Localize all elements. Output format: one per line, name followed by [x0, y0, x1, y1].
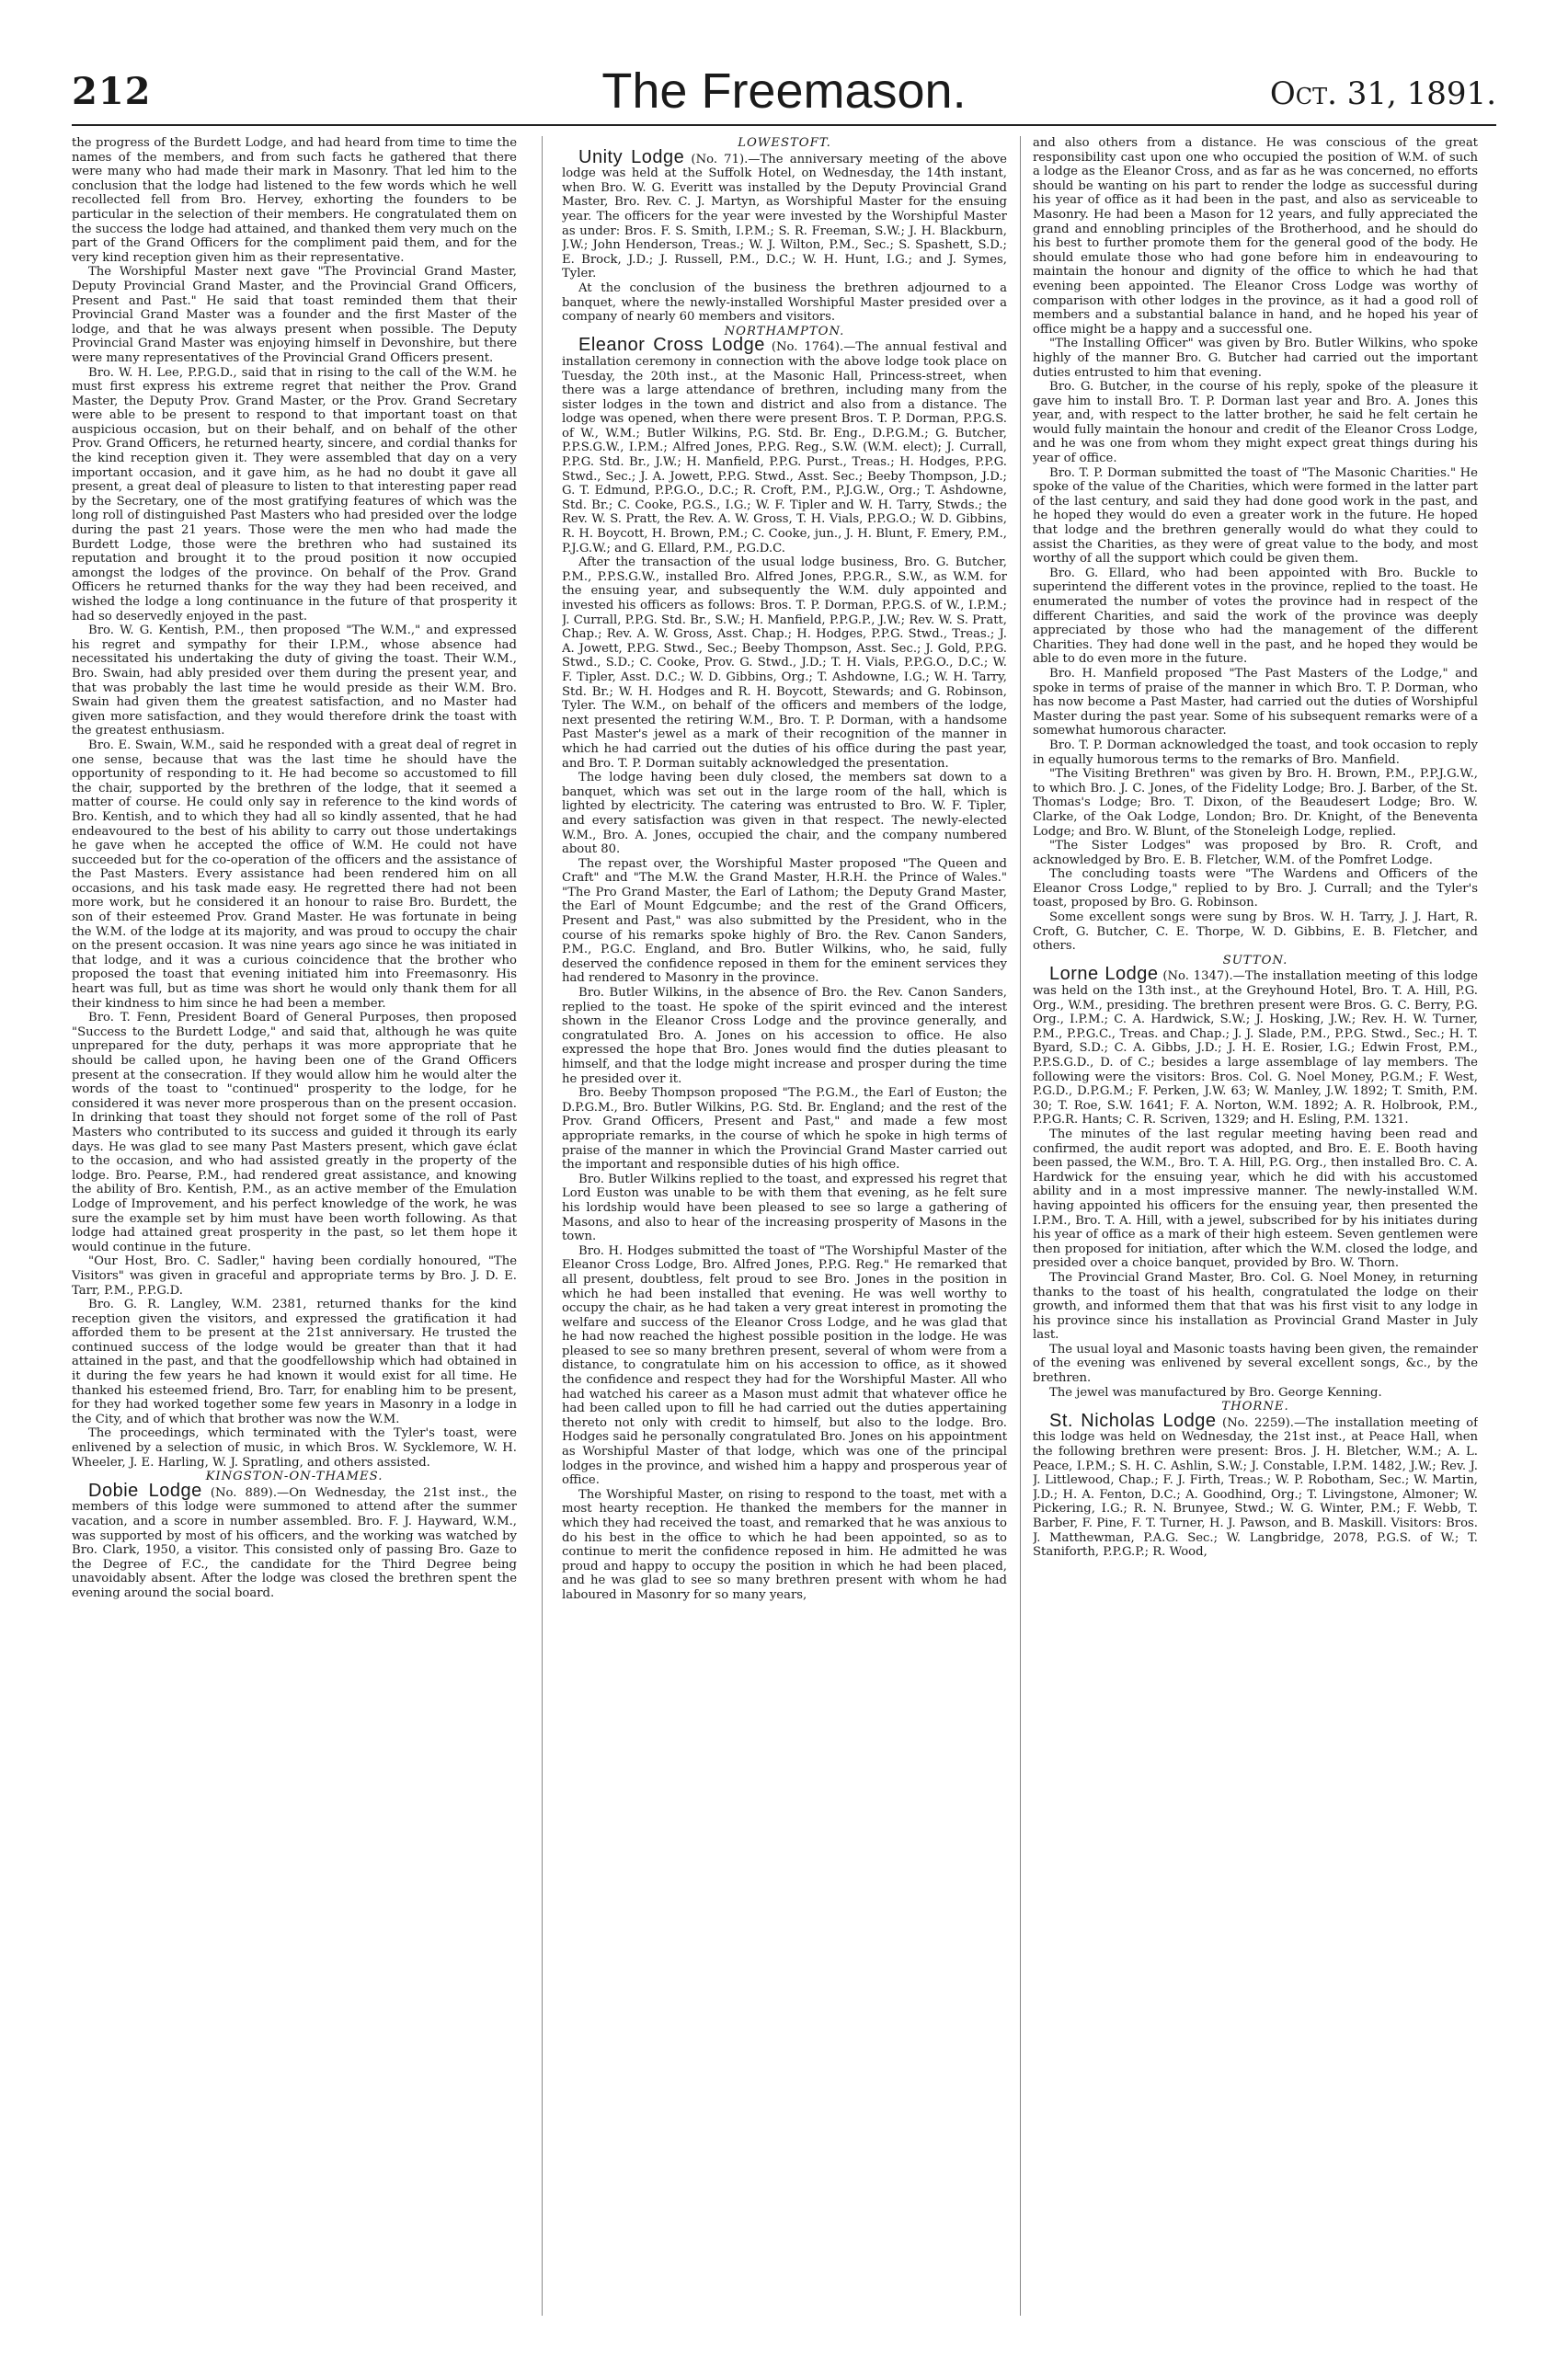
lodge-name: Lorne Lodge — [1049, 964, 1159, 985]
paragraph: the progress of the Burdett Lodge, and had heard from time to time the names of the members, and from such facts he gathered that there were many who had made their mark in Masonry. That led him to the conclusion that the lodge had listened to the few words which he well recollected fell from Bro. Hervey, exhorting the founders to be particular in the selection of their members. He congratulated them on the success the lodge had attained, and thanked them very much on the part of the Grand Officers for the compliment paid them, and for the very kind reception given him as their representative. — [72, 136, 517, 265]
paragraph: "The Visiting Brethren" was given by Bro. H. Brown, P.M., P.P.J.G.W., to which Bro. J. C. Jones, of the Fidelity Lodge; Bro. J. Barber, of the St. Thomas's Lodge; Bro. T. Dixon, of the Beaudesert Lodge; Bro. W. Clarke, of the Oak Lodge, London; Bro. Dr. Knight, of the Beneventa Lodge; and Bro. W. Blunt, of the Stoneleigh Lodge, replied. — [1033, 767, 1478, 839]
lodge-report — [1033, 1410, 1478, 1560]
paragraph: The concluding toasts were "The Wardens and Officers of the Eleanor Cross Lodge," replied to by Bro. J. Currall; and the Tyler's toast, proposed by Bro. G. Robinson. — [1033, 867, 1478, 910]
place-heading: NORTHAMPTON. — [724, 324, 845, 338]
masthead — [72, 64, 1496, 121]
column-divider — [1020, 136, 1021, 2316]
report-text: (No. 1764).—The annual festival and installation ceremony in connection with the above lodge took place on Tuesday, the 20th inst., at the Masonic Hall, Princess-street, when there was a large attendance of brethren, including many from the sister lodges in the town and district and also from a distance. The lodge was opened, when there were present Bros. T. P. Dorman, P.P.G.S. of W., W.M.; Butler Wilkins, P.G. Std. Br. Eng., D.P.G.M.; G. Butcher, P.P.S.G.W., I.P.M.; Alfred Jones, P.P.G. Reg., S.W. (W.M. elect); J. Currall, P.P.G. Std. Br., J.W.; H. Manfield, P.P.G. Purst., Treas.; H. Hodges, P.P.G. Stwd., Sec.; J. A. Jowett, P.P.G. Stwd., Asst. Sec.; Beeby Thompson, J.D.; G. T. Edmund, P.P.G.O., D.C.; R. Croft, P.M., P.J.G.W., Org.; T. Ashdowne, Std. Br.; C. Cooke, P.G.S., I.G.; W. F. Tipler and W. H. Tarry, Stwds.; the Rev. W. S. Pratt, the Rev. A. W. Gross, T. H. Vials, P.P.G.O.; W. D. Gibbins, R. H. Boycott, H. Brown, P.M.; C. Cooke, jun., J. H. Blunt, F. Emery, P.M., P.J.G.W.; and G. Ellard, P.M., P.G.D.C. — [562, 340, 1007, 555]
lodge-report — [1033, 964, 1478, 1127]
report-text: (No. 2259).—The installation meeting of this lodge was held on Wednesday, the 21st inst., at Peace Hall, when the following brethren were present: Bros. J. H. Bletcher, W.M.; A. L. Peace, I.P.M.; S. H. C. Ashlin, S.W.; J. Constable, I.P.M. 1482, J.W.; Rev. J. J. Littlewood, Chap.; F. J. Firth, Treas.; W. P. Robotham, Sec.; W. Martin, J.D.; H. A. Fenton, D.C.; A. Goodhind, Org.; T. Livingstone, Almoner; W. Pickering, I.G.; R. N. Brunyee, Stwd.; W. G. Winter, P.M.; F. Webb, T. Barber, F. Pine, F. T. Turner, H. J. Pawson, and B. Maskill. Visitors: Bros. J. Matthewman, P.A.G. Sec.; W. Langbridge, 2078, P.G.S. of W.; T. Staniforth, P.P.G.P.; R. Wood, — [1033, 1415, 1478, 1560]
lodge-name: St. Nicholas Lodge — [1049, 1410, 1217, 1431]
lodge-report — [562, 335, 1007, 555]
report-text: (No. 71).—The anniversary meeting of the above lodge was held at the Suffolk Hotel, on Wednesday, the 14th instant, when Bro. W. G. Everitt was installed by the Deputy Provincial Grand Master, Bro. Rev. C. J. Martyn, as Worshipful Master for the ensuing year. The officers for the year were invested by the Worshipful Master as under: Bros. F. S. Smith, I.P.M.; S. R. Freeman, S.W.; J. H. Blackburn, J.W.; John Henderson, Treas.; W. J. Wilton, P.M., Sec.; S. Spashett, S.D.; E. Brock, J.D.; J. Russell, P.M., D.C.; W. H. Hunt, I.G.; and J. Symes, Tyler. — [562, 152, 1007, 281]
lodge-name: Unity Lodge — [578, 146, 685, 167]
paragraph: The minutes of the last regular meeting having been read and confirmed, the audit report was adopted, and Bro. E. E. Booth having been passed, the W.M., Bro. T. A. Hill, P.G. Org., then installed Bro. C. A. Hardwick for the ensuing year, which he did with his accustomed ability and in a most impressive manner. The newly-installed W.M. having appointed his officers for the ensuing year, then presented the I.P.M., Bro. T. A. Hill, with a jewel, subscribed for by his initiates during his year of office as a mark of their high esteem. Seven gentlemen were then proposed for initiation, after which the W.M. closed the lodge, and presided over a choice banquet, provided by Bro. W. Thorn. — [1033, 1127, 1478, 1271]
paragraph: Some excellent songs were sung by Bros. W. H. Tarry, J. J. Hart, R. Croft, G. Butcher, C. E. Thorpe, W. D. Gibbins, E. B. Fletcher, and others. — [1033, 910, 1478, 954]
place-heading: THORNE. — [1221, 1400, 1289, 1414]
lodge-report — [562, 146, 1007, 281]
paragraph: Bro. H. Manfield proposed "The Past Masters of the Lodge," and spoke in terms of praise of the manner in which Bro. T. P. Dorman, who has now become a Past Master, had carried out the duties of Worshipful Master during the past year. Some of his subsequent remarks were of a somewhat humorous character. — [1033, 666, 1478, 738]
newspaper-title: The Freemason. — [601, 63, 967, 119]
paragraph: Bro. E. Swain, W.M., said he responded with a great deal of regret in one sense, because that was the last time he should have the opportunity of responding to it. He had become so accustomed to fill the chair, supported by the brethren of the lodge, that it seemed a matter of course. He could only say in reference to the kind words of Bro. Kentish, and to which they had all so kindly assented, that he had endeavoured to the best of his ability to carry out those undertakings he gave when he accepted the office of W.M. He could not have succeeded but for the co-operation of the officers and the assistance of the Past Masters. Every assistance had been rendered him on all occasions, and his task made easy. He regretted there had not been more work, but he considered it an honour to raise Bro. Burdett, the son of their esteemed Prov. Grand Master. He was fortunate in being the W.M. of the lodge at its majority, and was proud to occupy the chair on the present occasion. It was nine years ago since he was initiated in that lodge, and it was a curious coincidence that the brother who proposed the toast that evening initiated him into Freemasonry. His heart was full, but as time was short he would only thank them for all their kindness to him since he had been a member. — [72, 738, 517, 1011]
paragraph: After the transaction of the usual lodge business, Bro. G. Butcher, P.M., P.P.S.G.W., installed Bro. Alfred Jones, P.P.G.R., S.W., as W.M. for the ensuing year, and subsequently the W.M. duly appointed and invested his officers as follows: Bros. T. P. Dorman, P.P.G.S. of W., I.P.M.; J. Currall, P.P.G. Std. Br., S.W.; H. Manfield, P.P.G.P., J.W.; Rev. W. S. Pratt, Chap.; Rev. A. W. Gross, Asst. Chap.; H. Hodges, P.P.G. Stwd., Treas.; J. A. Jowett, P.P.G. Stwd., Sec.; Beeby Thompson, Asst. Sec.; J. Gold, P.P.G. Stwd., S.D.; C. Cooke, Prov. G. Stwd., J.D.; T. H. Vials, P.P.G.O., D.C.; W. F. Tipler, Asst. D.C.; W. D. Gibbins, Org.; T. Ashdowne, I.G.; W. H. Tarry, Std. Br.; W. H. Hodges and R. H. Boycott, Stewards; and G. Robinson, Tyler. The W.M., on behalf of the officers and members of the lodge, next presented the retiring W.M., Bro. T. P. Dorman, with a handsome Past Master's jewel as a mark of their recognition of the manner in which he had carried out the duties of his office during the past year, and Bro. T. P. Dorman suitably acknowledged the presentation. — [562, 555, 1007, 771]
lodge-report — [72, 1480, 517, 1601]
column-divider — [542, 136, 543, 2316]
paragraph: The repast over, the Worshipful Master proposed "The Queen and Craft" and "The M.W. the Grand Master, H.R.H. the Prince of Wales." "The Pro Grand Master, the Earl of Lathom; the Deputy Grand Master, the Earl of Mount Edgcumbe; and the rest of the Grand Officers, Present and Past," was also submitted by the President, who in the course of his remarks spoke highly of Bro. the Rev. Canon Sanders, P.M., P.G.C. England, and Bro. Butler Wilkins, who, he said, fully deserved the confidence reposed in them for the eminent services they had rendered to Masonry in the province. — [562, 856, 1007, 986]
lodge-name: Eleanor Cross Lodge — [578, 335, 765, 356]
paragraph: The lodge having been duly closed, the members sat down to a banquet, which was set out in the large room of the hall, which is lighted by electricity. The catering was entrusted to Bro. W. F. Tipler, and every satisfaction was given in that respect. The newly-elected W.M., Bro. A. Jones, occupied the chair, and the company numbered about 80. — [562, 771, 1007, 857]
paragraph: Bro. G. Ellard, who had been appointed with Bro. Buckle to superintend the different votes in the province, replied to the toast. He enumerated the number of votes the province had in respect of the different Charities, and said the work of the province was deeply appreciated by those who had the management of the different Charities. They had done well in the past, and he hoped they would be able to do even more in the future. — [1033, 566, 1478, 667]
report-text: (No. 1347).—The installation meeting of this lodge was held on the 13th inst., at the Greyhound Hotel, Bro. T. A. Hill, P.G. Org., W.M., presiding. The brethren present were Bros. G. C. Berry, P.G. Org., I.P.M.; C. A. Hardwick, S.W.; J. Hosking, J.W.; Rev. H. W. Turner, P.M., P.P.G.C., Treas. and Chap.; J. J. Slade, P.M., P.P.G. Stwd., Sec.; H. T. Byard, S.D.; C. A. Gibbs, J.D.; J. H. E. Rosier, I.G.; Edwin Frost, P.M., P.P.S.G.D., D. of C.; besides a large assemblage of lay members. The following were the visitors: Bros. Col. G. Noel Money, P.G.M.; F. West, P.G.D., D.P.G.M.; F. Perken, J.W. 63; W. Manley, J.W. 1892; T. Smith, P.M. 30; T. Roe, S.W. 1641; F. A. Norton, W.M. 1892; A. R. Holbrook, P.M., P.P.G.R. Hants; C. R. Scriven, 1329; and H. Esling, P.M. 1321. — [1033, 969, 1478, 1127]
paragraph: Bro. W. G. Kentish, P.M., then proposed "The W.M.," and expressed his regret and sympathy for their I.P.M., whose absence had necessitated his undertaking the duty of giving the toast. Their W.M., Bro. Swain, had ably presided over them during the present year, and that was probably the last time he would preside as their W.M. Bro. Swain had given them the greatest satisfaction, and no Master had given more satisfaction, and they would therefore drink the toast with the greatest enthusiasm. — [72, 624, 517, 738]
column-1 — [72, 136, 517, 2316]
page-number: 212 — [72, 70, 152, 113]
paragraph: Bro. Butler Wilkins, in the absence of Bro. the Rev. Canon Sanders, replied to the toast. He spoke of the spirit evinced and the interest shown in the Eleanor Cross Lodge and the province generally, and congratulated Bro. A. Jones on his accession to office. He also expressed the hope that Bro. Jones would find the duties pleasant to himself, and that the lodge might increase and prosper during the time he presided over it. — [562, 986, 1007, 1086]
place-heading: KINGSTON-ON-THAMES. — [205, 1470, 383, 1484]
paragraph: Bro. T. Fenn, President Board of General Purposes, then proposed "Success to the Burdett Lodge," and said that, although he was quite unprepared for the duty, perhaps it was more appropriate that he should be called upon, he having been one of the Grand Officers present at the consecration. If they would allow him he would alter the words of the toast to "continued" prosperity to the lodge, for he considered it was never more prosperous than on the present occasion. In drinking that toast they should not forget some of the roll of Past Masters who contributed to its success and guided it through its early days. He was glad to see many Past Masters present, which gave éclat to the occasion, and who had assisted greatly in the property of the lodge. Bro. Pearse, P.M., had rendered great assistance, and knowing the ability of Bro. Kentish, P.M., as an active member of the Emulation Lodge of Improvement, and his perfect knowledge of the work, he was sure the example set by him must have been worth following. As that lodge had attained great prosperity in the past, so let them hope it would continue in the future. — [72, 1011, 517, 1254]
place-heading: SUTTON. — [1222, 953, 1288, 967]
paragraph: The jewel was manufactured by Bro. George Kenning. — [1049, 1385, 1382, 1400]
column-3 — [1033, 136, 1478, 2316]
paragraph: At the conclusion of the business the brethren adjourned to a banquet, where the newly-installed Worshipful Master presided over a company of nearly 60 members and visitors. — [562, 280, 1007, 325]
lodge-name: Dobie Lodge — [88, 1480, 202, 1501]
paragraph: The proceedings, which terminated with the Tyler's toast, were enlivened by a selection of music, in which Bros. W. Sycklemore, W. H. Wheeler, J. E. Harling, W. J. Spratling, and others assisted. — [72, 1426, 517, 1470]
issue-date: Oct. 31, 1891. — [1269, 75, 1496, 112]
paragraph: Bro. Butler Wilkins replied to the toast, and expressed his regret that Lord Euston was unable to be with them that evening, as he felt sure his lordship would have been pleased to see so large a gathering of Masons, and also to hear of the increasing prosperity of Masons in the town. — [562, 1172, 1007, 1244]
paragraph: The Provincial Grand Master, Bro. Col. G. Noel Money, in returning thanks to the toast of his health, congratulated the lodge on their growth, and informed them that that was his first visit to any lodge in his province since his installation as Provincial Grand Master in July last. — [1033, 1270, 1478, 1343]
paragraph: Bro. T. P. Dorman submitted the toast of "The Masonic Charities." He spoke of the value of the Charities, which were formed in the latter part of the last century, and said they had done good work in the past, and he hoped they would do even a greater work in the future. He hoped that lodge and the brethren generally would do what they could to assist the Charities, as they were of great value to the body, and most worthy of all the support which could be given them. — [1033, 465, 1478, 567]
paragraph: "Our Host, Bro. C. Sadler," having been cordially honoured, "The Visitors" was given in graceful and appropriate terms by Bro. J. D. E. Tarr, P.M., P.P.G.D. — [72, 1254, 517, 1298]
paragraph: Bro. G. Butcher, in the course of his reply, spoke of the pleasure it gave him to install Bro. T. P. Dorman last year and Bro. A. Jones this year, and, with respect to the latter brother, he said he felt certain he would fully maintain the honour and credit of the Eleanor Cross Lodge, and he was one from whom they might expect great things during his year of office. — [1033, 380, 1478, 466]
paragraph: Bro. T. P. Dorman acknowledged the toast, and took occasion to reply in equally humorous terms to the remarks of Bro. Manfield. — [1033, 738, 1478, 767]
header-rule — [72, 124, 1496, 126]
paragraph: The Worshipful Master, on rising to respond to the toast, met with a most hearty reception. He thanked the members for the manner in which they had received the toast, and remarked that he was anxious to do his best in the office to which he had been appointed, so as to continue to merit the confidence reposed in him. He admitted he was proud and happy to occupy the position in which he had been placed, and he was glad to see so many brethren present with whom he had laboured in Masonry for so many years, — [562, 1487, 1007, 1602]
paragraph: Bro. H. Hodges submitted the toast of "The Worshipful Master of the Eleanor Cross Lodge, Bro. Alfred Jones, P.P.G. Reg." He remarked that all present, doubtless, felt proud to see Bro. Jones in the position in which he had been installed that evening. He was well worthy to occupy the chair, as he had taken a very great interest in promoting the welfare and success of the Eleanor Cross Lodge, and he was glad that he had now reached the highest possible position in the lodge. He was pleased to see so many brethren present, several of whom were from a distance, to congratulate him on his accession to office, as it showed the confidence and respect they had for the Worshipful Master. All who had watched his career as a Mason must admit that whatever office he had been called upon to fill he had carried out the duties appertaining thereto not only with credit to himself, but also to the lodge. Bro. Hodges said he personally congratulated Bro. Jones on his appointment as Worshipful Master of that lodge, which was one of the principal lodges in the province, and wished him a happy and prosperous year of office. — [562, 1243, 1007, 1488]
paragraph: Bro. G. R. Langley, W.M. 2381, returned thanks for the kind reception given the visitors, and expressed the gratification it had afforded them to be present at the 21st anniversary. He trusted the continued success of the lodge would be greater than that it had attained in the past, and that the goodfellowship which had obtained in it during the few years he had known it would exist for all time. He thanked his esteemed friend, Bro. Tarr, for enabling him to be present, for they had worked together some few years in Masonry in a lodge in the City, and of which that brother was now the W.M. — [72, 1298, 517, 1426]
paragraph: "The Installing Officer" was given by Bro. Butler Wilkins, who spoke highly of the manner Bro. G. Butcher had carried out the important duties entrusted to him that evening. — [1033, 337, 1478, 380]
paragraph: Bro. W. H. Lee, P.P.G.D., said that in rising to the call of the W.M. he must first express his extreme regret that neither the Prov. Grand Master, the Deputy Prov. Grand Master, or the Prov. Grand Secretary were able to be present to respond to that important toast on that auspicious occasion, but on their behalf, and on behalf of the other Prov. Grand Officers, he returned hearty, sincere, and cordial thanks for the kind reception given it. They were assembled that day on a very important occasion, and it gave him, as he had no doubt it gave all present, a great deal of pleasure to listen to that interesting paper read by the Secretary, one of the most gratifying features of which was the long roll of distinguished Past Masters who had presided over the lodge during the past 21 years. Those were the men who had made the Burdett Lodge, those were the brethren who had sustained its reputation and brought it to the proud position it now occupied amongst the lodges of the province. On behalf of the Prov. Grand Officers he returned thanks for the way they had been received, and wished the lodge a long continuance in the future of that prosperity it had so deservedly enjoyed in the past. — [72, 365, 517, 624]
paragraph: Bro. Beeby Thompson proposed "The P.G.M., the Earl of Euston; the D.P.G.M., Bro. Butler Wilkins, P.G. Std. Br. England; and the rest of the Prov. Grand Officers, Present and Past," and made a few most appropriate remarks, in the course of which he spoke in high terms of praise of the manner in which the Provincial Grand Master carried out the important and responsible duties of his high office. — [562, 1086, 1007, 1173]
column-2 — [562, 136, 1007, 2316]
report-text: (No. 889).—On Wednesday, the 21st inst., the members of this lodge were summoned to attend after the summer vacation, and a score in number assembled. Bro. F. J. Hayward, W.M., was supported by most of his officers, and the working was watched by Bro. Clark, 1950, a visitor. This consisted only of passing Bro. Gaze to the Degree of F.C., the candidate for the Third Degree being unavoidably absent. After the lodge was closed the brethren spent the evening around the social board. — [72, 1485, 517, 1600]
place-heading: LOWESTOFT. — [738, 136, 831, 150]
paragraph: and also others from a distance. He was conscious of the great responsibility cast upon one who occupied the position of W.M. of such a lodge as the Eleanor Cross, and as far as he was concerned, no efforts should be wanting on his part to render the lodge as successful during his year of office as it had been in the past, and also as serviceable to Masonry. He had been a Mason for 12 years, and fully appreciated the grand and ennobling principles of the Brotherhood, and he should do his best to further promote them for the general good of the body. He should emulate those who had gone before him in endeavouring to maintain the honour and dignity of the office to which he had that evening been appointed. The Eleanor Cross Lodge was worthy of comparison with other lodges in the province, as it had a good roll of members and a substantial balance in hand, and he hoped his year of office might be a happy and a successful one. — [1033, 136, 1478, 337]
paragraph: The Worshipful Master next gave "The Provincial Grand Master, Deputy Provincial Grand Master, and the Provincial Grand Officers, Present and Past." He said that toast reminded them that their Provincial Grand Master was a founder and the first Master of the lodge, and that he was always present when possible. The Deputy Provincial Grand Master was enjoying himself in Devonshire, but there were many representatives of the Provincial Grand Officers present. — [72, 265, 517, 365]
paragraph: The usual loyal and Masonic toasts having been given, the remainder of the evening was enlivened by several excellent songs, &c., by the brethren. — [1033, 1342, 1478, 1386]
paragraph: "The Sister Lodges" was proposed by Bro. R. Croft, and acknowledged by Bro. E. B. Fletcher, W.M. of the Pomfret Lodge. — [1033, 839, 1478, 867]
